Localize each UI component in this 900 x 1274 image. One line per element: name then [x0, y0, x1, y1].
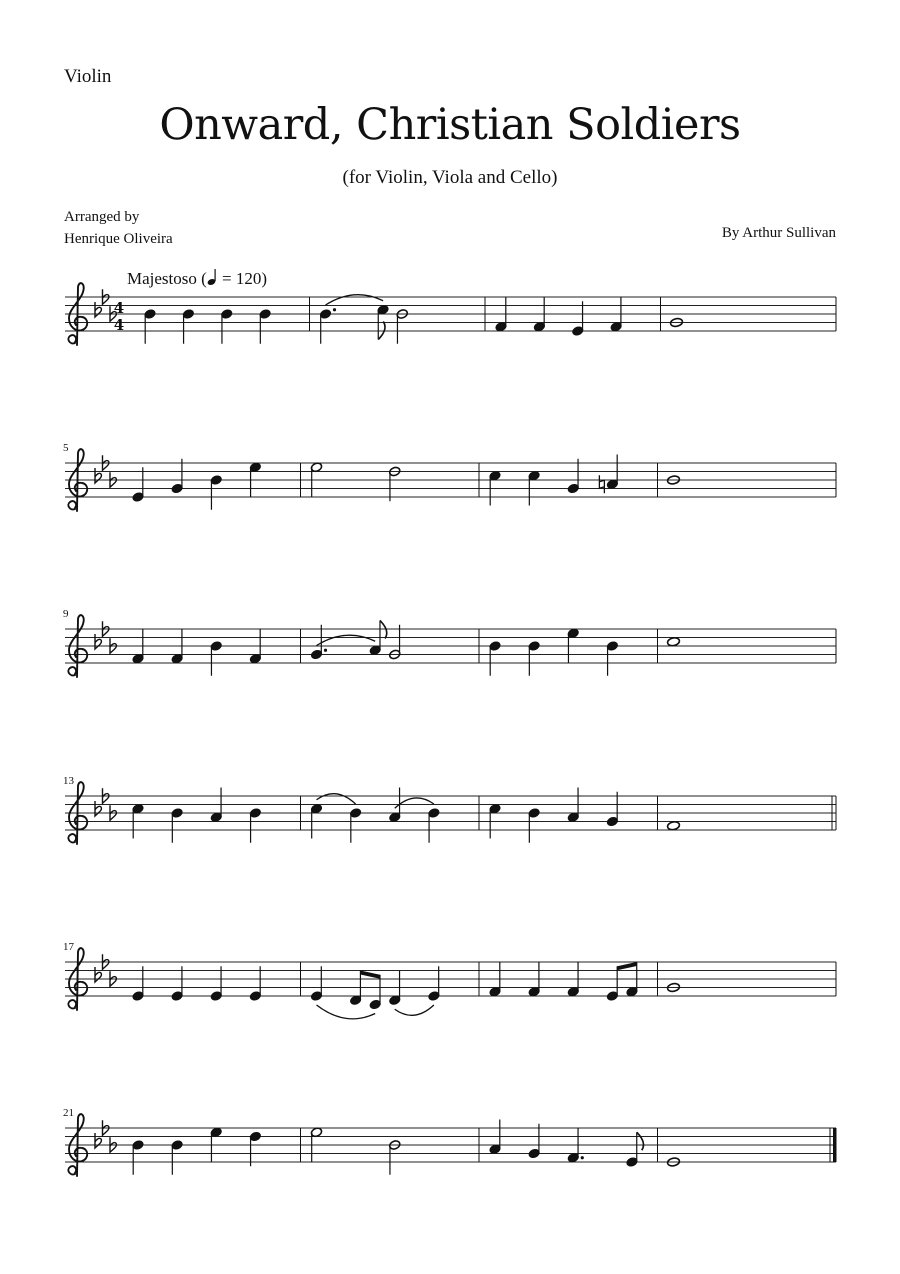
measure-number: 13 — [63, 775, 74, 787]
measure-number: 21 — [63, 1107, 74, 1119]
note — [489, 641, 501, 676]
notehead — [667, 821, 680, 831]
staff-system — [63, 775, 836, 844]
note — [171, 966, 183, 1001]
note — [171, 808, 183, 843]
note — [528, 1124, 540, 1159]
tempo-text: Majestoso ( — [127, 269, 207, 288]
note — [259, 309, 271, 344]
note — [210, 788, 222, 823]
note — [567, 1128, 584, 1163]
dot — [581, 1156, 584, 1159]
staff-system — [63, 608, 836, 677]
note — [249, 629, 261, 664]
note — [221, 309, 233, 344]
note — [132, 629, 144, 664]
note — [528, 641, 540, 676]
flat-icon — [95, 302, 101, 317]
note — [310, 1127, 322, 1162]
note — [489, 962, 501, 997]
flat-icon — [95, 967, 101, 982]
note — [249, 1131, 261, 1166]
staff-system — [63, 941, 836, 1019]
note — [310, 462, 322, 497]
note — [610, 297, 622, 332]
dot — [324, 649, 327, 652]
note — [349, 971, 361, 1006]
final-barline — [833, 1128, 837, 1162]
instrument-name: Violin — [64, 66, 112, 87]
arranger-name: Henrique Oliveira — [64, 231, 173, 247]
note — [428, 966, 440, 1001]
note — [606, 792, 618, 827]
note — [132, 803, 144, 838]
note — [171, 629, 183, 664]
slur — [395, 798, 434, 808]
note — [210, 641, 222, 676]
flag — [380, 621, 387, 639]
note — [667, 637, 680, 647]
note — [310, 803, 322, 838]
note — [567, 459, 579, 494]
note — [249, 966, 261, 1001]
note — [171, 1140, 183, 1175]
note — [567, 788, 579, 823]
note — [349, 808, 361, 843]
note — [489, 1120, 501, 1155]
note — [489, 470, 501, 505]
slur — [395, 1005, 434, 1015]
tempo-value: = 120) — [217, 269, 268, 288]
slur — [326, 295, 384, 305]
flat-icon — [95, 1133, 101, 1148]
note — [606, 966, 618, 1001]
beam — [360, 971, 380, 979]
measure-number: 5 — [63, 442, 69, 454]
note — [489, 803, 501, 838]
note — [210, 475, 222, 510]
time-signature-bottom: 4 — [113, 316, 125, 334]
slur — [317, 1005, 376, 1019]
natural-icon — [599, 475, 604, 493]
note — [144, 309, 156, 344]
note — [249, 808, 261, 843]
composer-credit: By Arthur Sullivan — [721, 225, 836, 241]
staff-system — [63, 442, 836, 511]
note — [528, 808, 540, 843]
flag — [637, 1132, 644, 1150]
note — [533, 297, 545, 332]
note — [599, 455, 618, 494]
note — [428, 808, 440, 843]
note — [606, 641, 618, 676]
flat-icon — [95, 801, 101, 816]
note — [319, 308, 336, 344]
measure-number: 9 — [63, 608, 69, 620]
note — [369, 621, 387, 656]
note — [132, 467, 144, 502]
note — [377, 304, 389, 339]
slur — [317, 794, 356, 804]
flat-icon — [95, 634, 101, 649]
note — [528, 470, 540, 505]
note — [171, 459, 183, 494]
flag — [378, 322, 385, 340]
slur — [317, 635, 376, 645]
note — [572, 301, 584, 336]
note — [369, 975, 381, 1010]
note — [132, 966, 144, 1001]
note — [389, 971, 401, 1006]
dot — [333, 308, 336, 311]
note — [182, 309, 194, 344]
note — [528, 962, 540, 997]
staff-system — [63, 1107, 837, 1176]
time-signature-top: 4 — [113, 299, 125, 317]
note — [249, 462, 261, 497]
beam — [617, 962, 637, 970]
subtitle: (for Violin, Viola and Cello) — [342, 167, 558, 188]
page-title: Onward, Christian Soldiers — [159, 100, 741, 150]
notehead — [667, 637, 680, 647]
staff-system — [65, 283, 836, 345]
note — [567, 628, 579, 663]
note — [210, 966, 222, 1001]
note — [210, 1127, 222, 1162]
note — [132, 1140, 144, 1175]
flat-icon — [95, 468, 101, 483]
arranger-label: Arranged by — [64, 209, 140, 225]
note — [495, 297, 507, 332]
note — [667, 821, 680, 831]
measure-number: 17 — [63, 941, 74, 953]
note — [567, 962, 579, 997]
note — [310, 966, 322, 1001]
